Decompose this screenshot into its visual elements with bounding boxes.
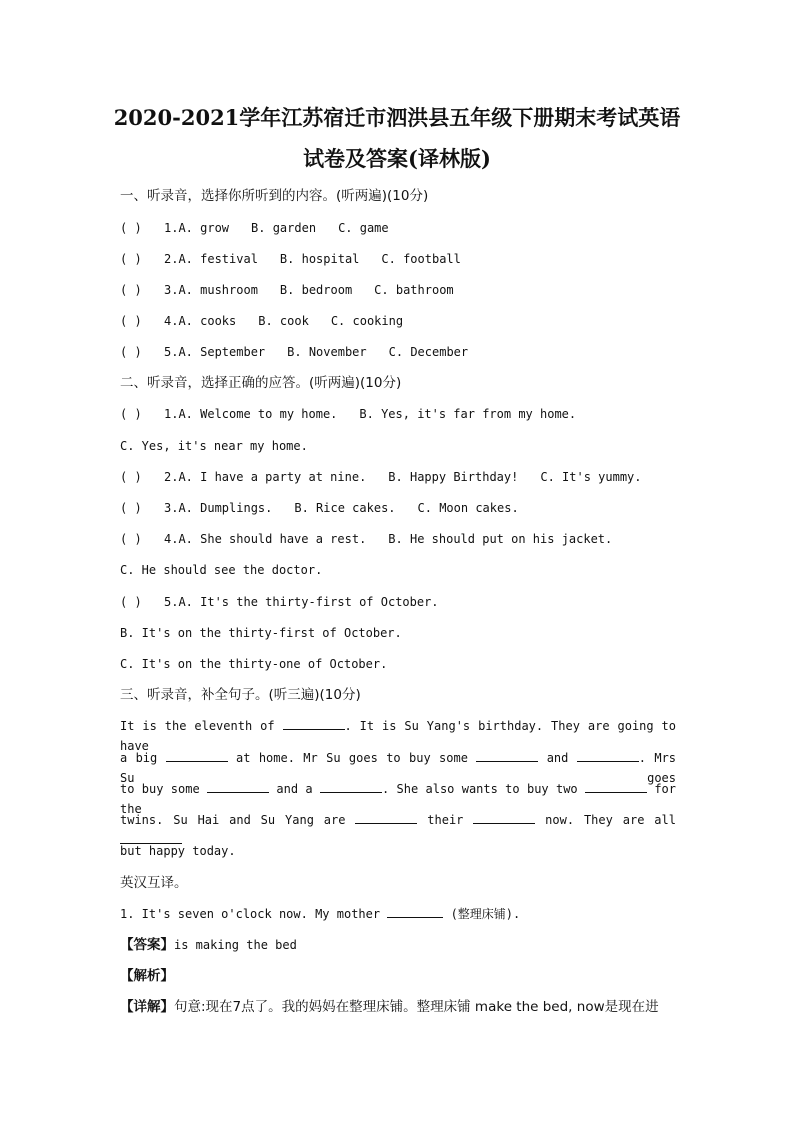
section3-heading: 三、听录音，补全句子。(听三遍)(10分) <box>120 687 361 703</box>
answer-text: is making the bed <box>174 938 297 952</box>
answer-paren: ( ) <box>120 345 142 359</box>
answer-paren: ( ) <box>120 252 142 266</box>
option-b: B. Yes, it's far from my home. <box>359 407 577 421</box>
passage-text: their <box>427 813 464 827</box>
option-a: 2.A. festival <box>164 252 258 266</box>
option-a: 5.A. It's the thirty-first of October. <box>164 595 439 609</box>
list-item <box>120 529 676 549</box>
option-b: B. Rice cakes. <box>294 501 396 515</box>
option-c: C. Moon cakes. <box>417 501 519 515</box>
passage-text: for the <box>120 782 677 816</box>
passage-text: and a <box>276 782 313 796</box>
list-item <box>120 280 676 300</box>
analysis-label: 【解析】 <box>120 968 174 984</box>
answer-paren: ( ) <box>120 283 142 297</box>
list-item <box>120 592 676 612</box>
option-c: C. cooking <box>330 314 404 328</box>
blank <box>166 749 228 762</box>
option-c: C. He should see the doctor. <box>120 563 323 577</box>
question <box>120 904 676 924</box>
page-title: 2020-2021学年江苏宿迁市泗洪县五年级下册期末考试英语 <box>113 105 681 130</box>
list-item <box>120 498 676 518</box>
option-b: B. Happy Birthday! <box>388 470 519 484</box>
option-b: B. garden <box>251 221 317 235</box>
passage-text: It is the eleventh of <box>120 719 275 733</box>
list-item <box>120 467 676 487</box>
answer-paren: ( ) <box>120 532 142 546</box>
option-b: B. November <box>287 345 367 359</box>
answer-paren: ( ) <box>120 221 142 235</box>
passage-text: and <box>546 751 569 765</box>
page-subtitle: 试卷及答案(译林版) <box>303 146 491 171</box>
section4-heading: 英汉互译。 <box>120 875 188 891</box>
blank <box>283 717 345 730</box>
blank <box>207 780 269 793</box>
option-c: C. game <box>338 221 389 235</box>
option-b: B. cook <box>258 314 309 328</box>
option-b: B. He should put on his jacket. <box>388 532 613 546</box>
passage-text: now. They are all <box>545 813 676 827</box>
blank <box>320 780 382 793</box>
blank <box>585 780 647 793</box>
option-a: 2.A. I have a party at nine. <box>164 470 367 484</box>
option-b: B. hospital <box>279 252 360 266</box>
section2-heading: 二、听录音，选择正确的应答。(听两遍)(10分) <box>120 375 402 391</box>
option-b: B. bedroom <box>279 283 353 297</box>
option-c: C. Yes, it's near my home. <box>120 439 308 453</box>
list-item <box>120 249 676 269</box>
option-a: 4.A. cooks <box>164 314 237 328</box>
answer-paren: ( ) <box>120 595 142 609</box>
blank <box>476 749 538 762</box>
detail-line <box>120 997 676 1017</box>
passage-text: twins. Su Hai and Su Yang are <box>120 813 346 827</box>
answer-label: 【答案】 <box>120 937 174 953</box>
option-a: 3.A. Dumplings. <box>164 501 273 515</box>
option-a: 5.A. September <box>164 345 266 359</box>
list-item <box>120 311 676 331</box>
question-text: 1. It's seven o'clock now. My mother <box>120 907 381 921</box>
blank <box>577 749 639 762</box>
option-b: B. It's on the thirty-first of October. <box>120 626 402 640</box>
option-c: C. It's yummy. <box>540 470 642 484</box>
option-a: 3.A. mushroom <box>164 283 258 297</box>
passage-text: at home. Mr Su goes to buy some <box>236 751 468 765</box>
blank <box>387 905 443 918</box>
option-c: C. football <box>381 252 461 266</box>
detail-text: 句意:现在7点了。我的妈妈在整理床铺。整理床铺 make the bed, now是现在进 <box>174 999 659 1015</box>
option-c: C. bathroom <box>374 283 454 297</box>
list-item <box>120 404 676 424</box>
list-item <box>120 218 676 238</box>
option-a: 4.A. She should have a rest. <box>164 532 367 546</box>
option-c: C. December <box>388 345 469 359</box>
question-hint: (整理床铺). <box>450 907 521 921</box>
answer-paren: ( ) <box>120 501 142 515</box>
option-a: 1.A. Welcome to my home. <box>164 407 338 421</box>
passage-text: a big <box>120 751 158 765</box>
answer-paren: ( ) <box>120 314 142 328</box>
passage-text: . It is Su Yang's birthday. They are going to have <box>120 719 676 753</box>
detail-label: 【详解】 <box>120 999 174 1015</box>
passage-line: but happy today. <box>120 844 236 858</box>
blank <box>473 811 535 824</box>
blank <box>355 811 417 824</box>
passage-text: . She also wants to buy two <box>381 782 578 796</box>
passage-text: . Mrs Su goes <box>120 751 677 785</box>
passage-text: to buy some <box>120 782 200 796</box>
answer-paren: ( ) <box>120 407 142 421</box>
answer-paren: ( ) <box>120 470 142 484</box>
option-c: C. It's on the thirty-one of October. <box>120 657 388 671</box>
list-item <box>120 342 676 362</box>
option-a: 1.A. grow <box>164 221 230 235</box>
section1-heading: 一、听录音，选择你所听到的内容。(听两遍)(10分) <box>120 188 429 204</box>
answer-line <box>120 935 676 955</box>
